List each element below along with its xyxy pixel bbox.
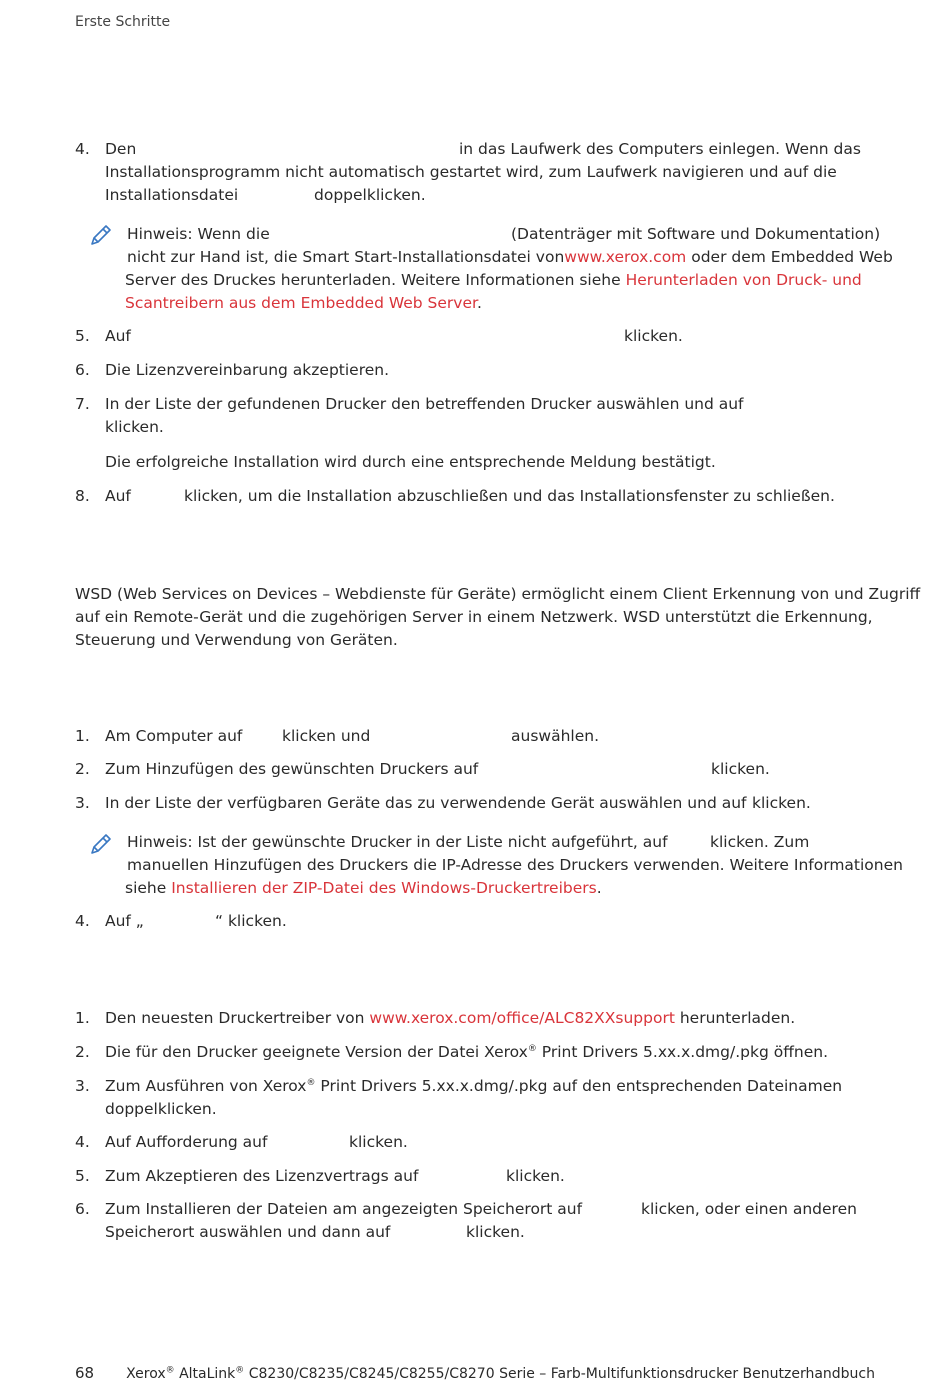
step-text: Speicherort auswählen und dann auf: [105, 1223, 391, 1241]
step-text: “ klicken.: [215, 912, 287, 930]
step-text: Zum Akzeptieren des Lizenzvertrags auf: [105, 1167, 419, 1185]
pencil-icon: [88, 222, 114, 248]
step-text: Auf Aufforderung auf: [105, 1133, 268, 1151]
step-text: Die erfolgreiche Installation wird durch eine entsprechende Meldung bestätigt.: [105, 453, 716, 471]
step-number: 2.: [75, 760, 90, 778]
running-header: Erste Schritte: [75, 14, 171, 30]
note-text: (Datenträger mit Software und Dokumentation): [511, 225, 881, 243]
note-text: .: [476, 294, 482, 312]
pencil-icon: [88, 831, 114, 857]
step-text: Die für den Drucker geeignete Version der Datei Xerox: [105, 1043, 528, 1061]
step-number: 3.: [75, 1077, 90, 1095]
step-text: Den: [105, 140, 137, 158]
note-line: [125, 877, 602, 900]
step-number: 4.: [75, 912, 90, 930]
note-text: siehe: [125, 879, 172, 897]
step-text: Am Computer auf: [105, 727, 243, 745]
step-text: doppelklicken.: [105, 1100, 217, 1118]
step-number: 3.: [75, 794, 90, 812]
download-drivers-link[interactable]: Herunterladen von Druck- und: [625, 271, 862, 289]
note-text: manuellen Hinzufügen des Druckers die IP-Adresse des Druckers verwenden. Weitere Informationen: [127, 856, 903, 874]
step-number: 2.: [75, 1043, 90, 1061]
step-text: Die Lizenzvereinbarung akzeptieren.: [105, 361, 390, 379]
step-text: Zum Ausführen von Xerox: [105, 1077, 307, 1095]
note-text: .: [596, 879, 602, 897]
step-text: Zum Installieren der Dateien am angezeigten Speicherort auf: [105, 1200, 583, 1218]
wsd-paragraph: WSD (Web Services on Devices – Webdienste für Geräte) ermöglicht einem Client Erkennung von und Zugriff: [75, 585, 921, 603]
step-text: klicken.: [752, 794, 811, 812]
note-text: Hinweis: Wenn die: [127, 225, 270, 243]
step-text: herunterladen.: [674, 1009, 796, 1027]
note-line: [127, 246, 893, 269]
step-text: Auf: [105, 327, 131, 345]
registered-mark: ®: [527, 1043, 537, 1054]
footer-text: Xerox: [126, 1366, 166, 1382]
step-text: klicken und: [282, 727, 371, 745]
note-text: klicken. Zum: [710, 833, 810, 851]
step-text: Installationsprogramm nicht automatisch gestartet wird, zum Laufwerk navigieren und auf die: [105, 163, 837, 181]
step-text: Print Drivers 5.xx.x.dmg/.pkg öffnen.: [536, 1043, 828, 1061]
step-line: [105, 1075, 842, 1098]
note-line: [125, 292, 482, 315]
step-number: 5.: [75, 327, 90, 345]
step-text: klicken.: [105, 418, 164, 436]
registered-mark: ®: [165, 1365, 175, 1376]
footer-text: AltaLink: [174, 1366, 236, 1382]
support-link[interactable]: www.xerox.com/office/ALC82XXsupport: [369, 1009, 675, 1027]
footer-text: C8230/C8235/C8245/C8255/C8270 Serie – Farb-Multifunktionsdrucker Benutzerhandbuch: [244, 1366, 875, 1382]
step-text: auswählen.: [511, 727, 599, 745]
step-number: 5.: [75, 1167, 90, 1185]
step-number: 6.: [75, 361, 90, 379]
step-number: 4.: [75, 140, 90, 158]
step-number: 6.: [75, 1200, 90, 1218]
step-text: klicken.: [624, 327, 683, 345]
note-text: oder dem Embedded Web: [686, 248, 893, 266]
step-text: Auf „: [105, 912, 144, 930]
wsd-paragraph: auf ein Remote-Gerät und die zugehörigen Server in einem Netzwerk. WSD unterstützt die Erkennung,: [75, 608, 873, 626]
footer-title: [126, 1366, 875, 1382]
page-number: 68: [75, 1364, 95, 1382]
registered-mark: ®: [306, 1077, 316, 1088]
note-text: nicht zur Hand ist, die Smart Start-Installationsdatei von: [127, 248, 565, 266]
step-number: 7.: [75, 395, 90, 413]
step-text: klicken.: [466, 1223, 525, 1241]
note-line: [125, 269, 862, 292]
step-number: 1.: [75, 727, 90, 745]
step-text: In der Liste der gefundenen Drucker den betreffenden Drucker auswählen und auf: [105, 395, 744, 413]
note-text: Hinweis: Ist der gewünschte Drucker in der Liste nicht aufgeführt, auf: [127, 833, 668, 851]
registered-mark: ®: [235, 1365, 245, 1376]
step-text: Den neuesten Druckertreiber von: [105, 1009, 370, 1027]
xerox-link[interactable]: www.xerox.com: [564, 248, 687, 266]
step-text: klicken, um die Installation abzuschließen und das Installationsfenster zu schließen.: [184, 487, 835, 505]
step-text: Zum Hinzufügen des gewünschten Druckers auf: [105, 760, 479, 778]
step-text: klicken, oder einen anderen: [641, 1200, 857, 1218]
download-drivers-link[interactable]: Scantreibern aus dem Embedded Web Server: [125, 294, 477, 312]
zip-driver-link[interactable]: Installieren der ZIP-Datei des Windows-Druckertreibers: [171, 879, 597, 897]
step-text: klicken.: [349, 1133, 408, 1151]
step-text: Installationsdatei: [105, 186, 239, 204]
step-text: klicken.: [506, 1167, 565, 1185]
wsd-paragraph: Steuerung und Verwendung von Geräten.: [75, 631, 398, 649]
step-text: In der Liste der verfügbaren Geräte das zu verwendende Gerät auswählen und auf: [105, 794, 747, 812]
step-text: klicken.: [711, 760, 770, 778]
step-line: [105, 1041, 828, 1064]
step-number: 4.: [75, 1133, 90, 1151]
step-text: in das Laufwerk des Computers einlegen. Wenn das: [459, 140, 861, 158]
step-text: Auf: [105, 487, 131, 505]
step-line: [105, 1007, 795, 1030]
step-text: doppelklicken.: [314, 186, 426, 204]
note-text: Server des Druckes herunterladen. Weitere Informationen siehe: [125, 271, 626, 289]
step-text: Print Drivers 5.xx.x.dmg/.pkg auf den entsprechenden Dateinamen: [315, 1077, 843, 1095]
step-number: 8.: [75, 487, 90, 505]
step-number: 1.: [75, 1009, 90, 1027]
